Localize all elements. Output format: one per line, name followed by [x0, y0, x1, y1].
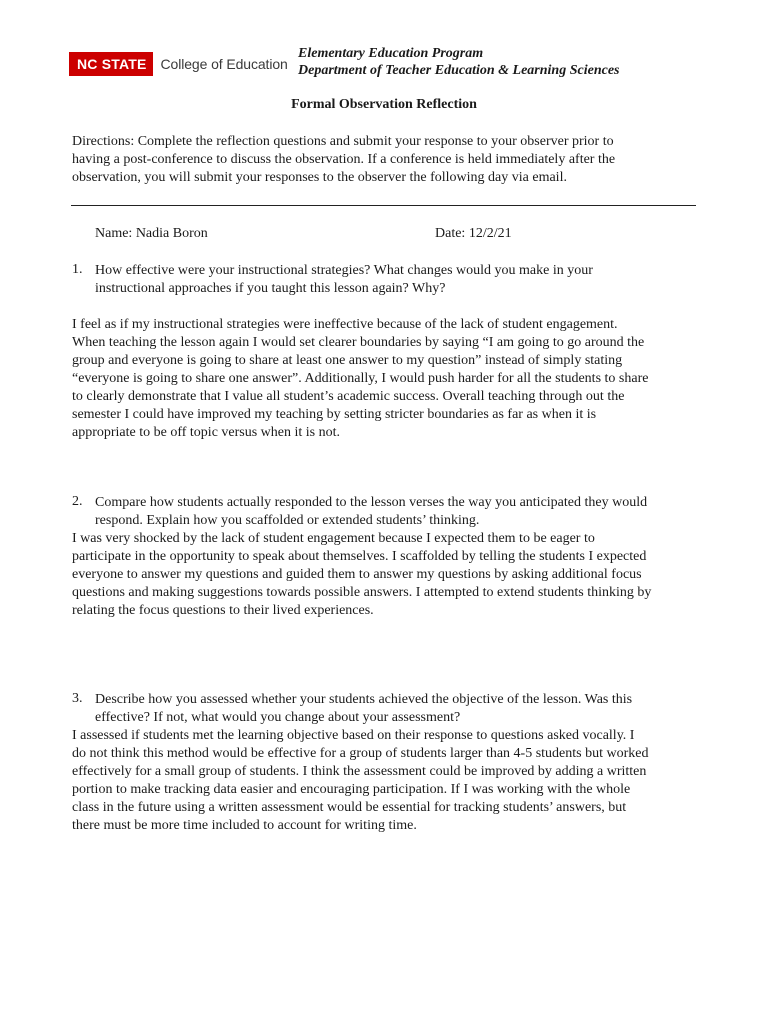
question-line: effective? If not, what would you change about your assessment?	[95, 710, 461, 725]
logo-brand: NC STATE	[69, 52, 153, 76]
question-prompt	[95, 691, 632, 727]
answer-line: portion to make tracking data easier and encouraging participation. If I was working with the whole	[72, 782, 631, 797]
answer-3	[72, 727, 698, 835]
answer-line: relating the focus questions to their lived experiences.	[72, 603, 374, 618]
question-number: 3.	[72, 691, 83, 706]
answer-line: semester I could have improved my teaching by setting stricter boundaries as far as when it is	[72, 407, 597, 422]
question-number: 2.	[72, 494, 83, 509]
directions	[72, 133, 698, 187]
answer-line: I assessed if students met the learning objective based on their response to questions asked vocally. I	[72, 728, 635, 743]
directions-line: observation, you will submit your responses to the observer the following day via email.	[72, 170, 567, 185]
page-title: Formal Observation Reflection	[291, 97, 477, 112]
answer-line: everyone to answer my questions and guided them to answer my questions by asking additional focus	[72, 567, 642, 582]
program-name: Elementary Education Program	[298, 46, 484, 61]
answer-line: participate in the opportunity to speak about themselves. I scaffolded by telling the students I expected	[72, 549, 647, 564]
question-line: How effective were your instructional strategies? What changes would you make in your	[95, 263, 593, 278]
question-line: instructional approaches if you taught this lesson again? Why?	[95, 281, 446, 296]
college-logo	[69, 52, 288, 76]
logo-college: College of Education	[160, 56, 288, 72]
question-line: respond. Explain how you scaffolded or extended students’ thinking.	[95, 513, 480, 528]
question-prompt	[95, 262, 593, 298]
answer-2	[72, 530, 698, 620]
answer-line: questions and making suggestions towards possible answers. I attempted to extend students thinking by	[72, 585, 652, 600]
observation-date: Date: 12/2/21	[435, 226, 512, 241]
answer-line: When teaching the lesson again I would set clearer boundaries by saying “I am going to go around the	[72, 335, 645, 350]
answer-line: I feel as if my instructional strategies were ineffective because of the lack of student engagement.	[72, 317, 618, 332]
answer-line: class in the future using a written assessment would be essential for tracking students’ answers, but	[72, 800, 627, 815]
program-heading	[298, 45, 619, 79]
answer-line: to clearly demonstrate that I value all student’s academic success. Overall teaching through out the	[72, 389, 625, 404]
student-name: Name: Nadia Boron	[95, 226, 208, 241]
answer-line: there must be more time included to account for writing time.	[72, 818, 417, 833]
answer-line: effectively for a small group of students. I think the assessment could be improved by adding a written	[72, 764, 647, 779]
question-prompt	[95, 494, 647, 530]
directions-line: having a post-conference to discuss the observation. If a conference is held immediately after the	[72, 152, 616, 167]
answer-line: do not think this method would be effective for a group of students larger than 4-5 students but worked	[72, 746, 649, 761]
question-number: 1.	[72, 262, 83, 277]
directions-line: Directions: Complete the reflection questions and submit your response to your observer prior to	[72, 134, 614, 149]
answer-line: appropriate to be off topic versus when it is not.	[72, 425, 341, 440]
answer-line: I was very shocked by the lack of student engagement because I expected them to be eager to	[72, 531, 595, 546]
answer-line: “everyone is going to share one answer”. Additionally, I would push harder for all the students to share	[72, 371, 649, 386]
department-name: Department of Teacher Education & Learning Sciences	[298, 63, 620, 78]
question-line: Compare how students actually responded to the lesson verses the way you anticipated they would	[95, 495, 648, 510]
divider	[71, 205, 696, 206]
answer-line: group and everyone is going to share at least one answer to my question” instead of simply stating	[72, 353, 623, 368]
question-line: Describe how you assessed whether your students achieved the objective of the lesson. Was this	[95, 692, 633, 707]
answer-1	[72, 316, 698, 442]
